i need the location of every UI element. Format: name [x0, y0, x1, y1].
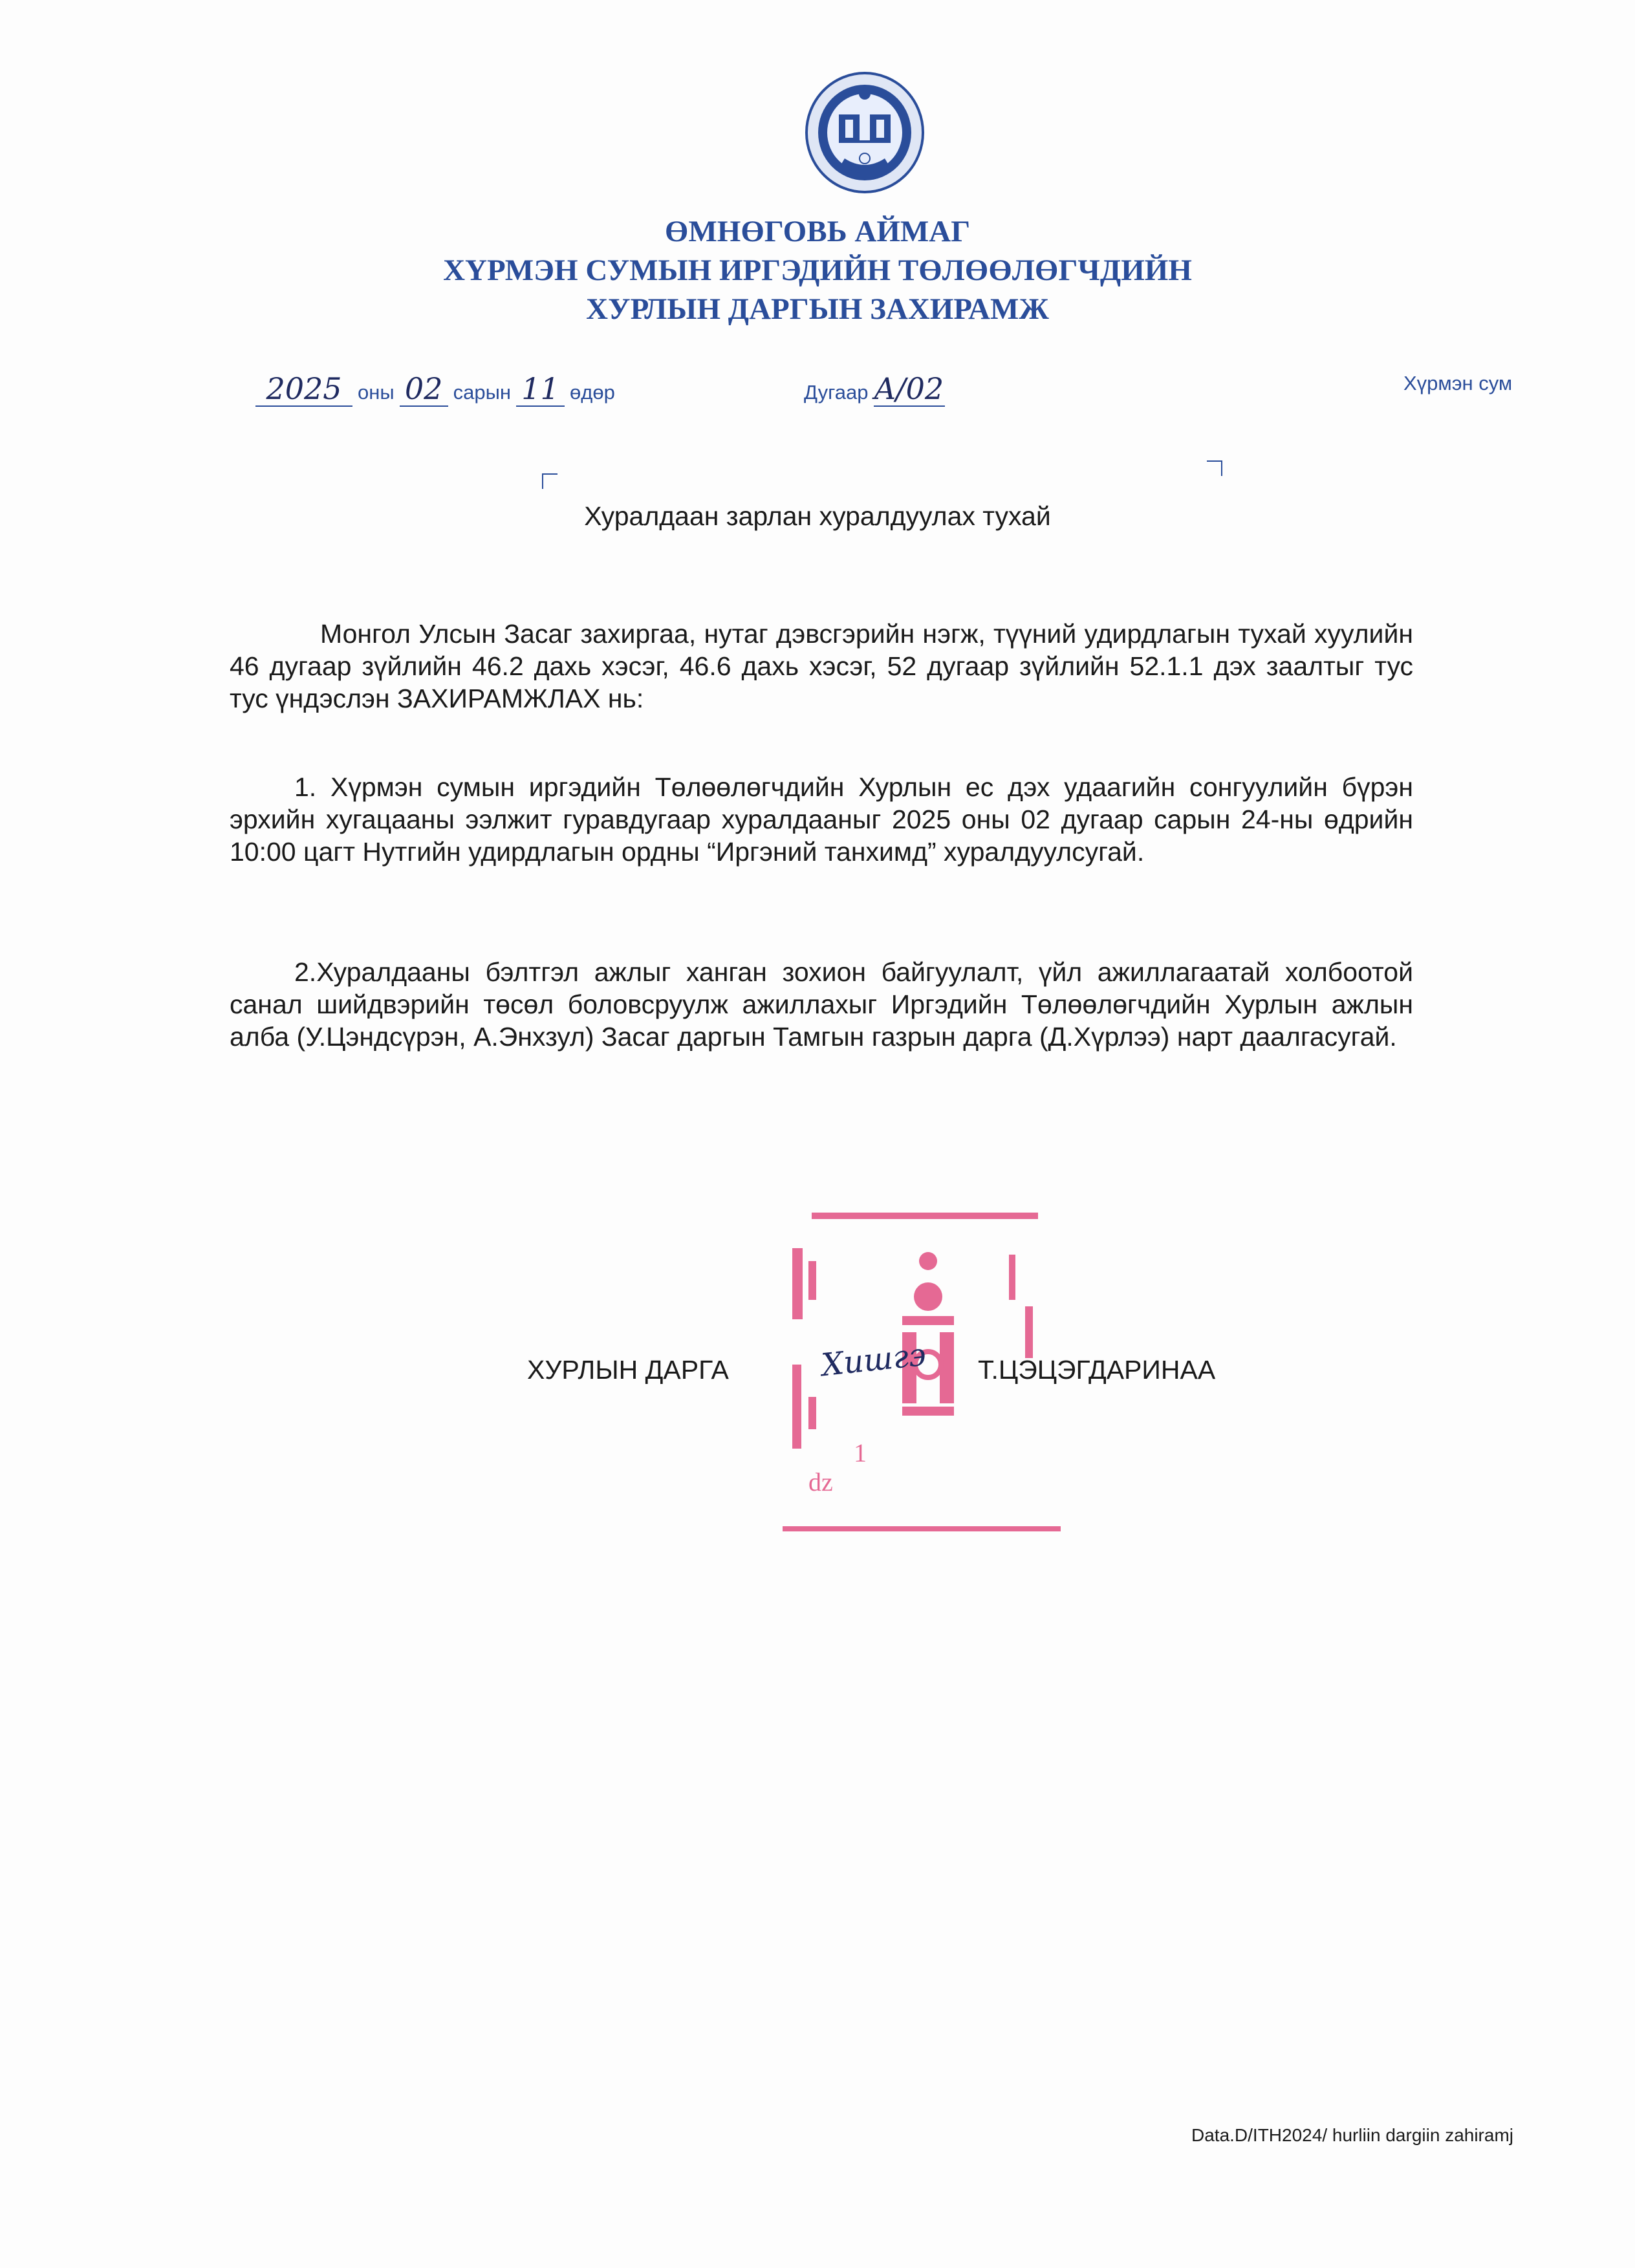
number-field: [799, 372, 945, 411]
place-field: [1403, 372, 1512, 411]
month-label: сарын: [453, 381, 512, 404]
preamble-paragraph: Монгол Улсын Засаг захиргаа, нутаг дэвсгэрийн нэгж, түүний удирдлагын тухай хуулийн 46 дугаар зүйлийн 46.2 дахь хэсэг, 46.6 дахь хэсэг, 52 дугаар зүйлийн 52.1.1 дэх заалтыг тус тус үндэслэн ЗАХИРАМЖЛАХ нь:: [230, 619, 1413, 713]
date-month: 02: [400, 372, 448, 407]
svg-text:1: 1: [854, 1438, 867, 1467]
clause-1-paragraph: 1. Хүрмэн сумын иргэдийн Төлөөлөгчдийн Хурлын ес дэх удаагийн сонгуулийн бүрэн эрхийн хугацааны ээлжит гуравдугаар хуралдааныг 2025 оны 02 дугаар сарын 24-ны өдрийн 10:00 цагт Нутгийн удирдлагын ордны “Иргэний танхимд” хуралдуулсугай.: [230, 772, 1413, 867]
header-doc-type: ХУРЛЫН ДАРГЫН ЗАХИРАМЖ: [586, 292, 1049, 326]
svg-text:ǳ: ǳ: [808, 1467, 833, 1496]
subject-bracket-left: [542, 473, 558, 489]
subject-bracket-right: [1207, 460, 1222, 476]
subject-title: Хуралдаан зарлан хуралдуулах тухай: [584, 501, 1051, 531]
header-council: ХҮРМЭН СУМЫН ИРГЭДИЙН ТӨЛӨӨЛӨГЧДИЙН: [443, 254, 1192, 287]
place-name: Хүрмэн сум: [1403, 372, 1513, 394]
date-field: [255, 372, 620, 411]
footer-file-reference: Data.D/ITH2024/ hurliin dargiin zahiramj: [1191, 2125, 1513, 2145]
year-label: оны: [358, 381, 395, 404]
number-label: Дугаар: [804, 381, 869, 404]
date-day: 11: [516, 372, 565, 407]
chairman-title: ХУРЛЫН ДАРГА: [527, 1355, 729, 1385]
state-emblem-icon: [802, 68, 928, 197]
header-aimag: ӨМНӨГОВЬ АЙМАГ: [664, 215, 971, 248]
day-label: өдөр: [570, 381, 615, 404]
date-year: 2025: [255, 372, 352, 407]
document-number: A/02: [874, 371, 944, 406]
handwritten-signature: Хишгэ: [819, 1336, 928, 1384]
chairman-name: Т.ЦЭЦЭГДАРИНАА: [978, 1355, 1216, 1385]
clause-2-paragraph: 2.Хуралдааны бэлтгэл ажлыг ханган зохион байгуулалт, үйл ажиллагаатай холбоотой санал шийдвэрийн төсөл боловсруулж ажиллахыг Иргэдийн Төлөөлөгчдийн Хурлын ажлын алба (У.Цэндсүрэн, А.Энхзул) Засаг даргын Тамгын газрын дарга (Д.Хүрлээ) нарт даалгасугай.: [230, 957, 1413, 1052]
